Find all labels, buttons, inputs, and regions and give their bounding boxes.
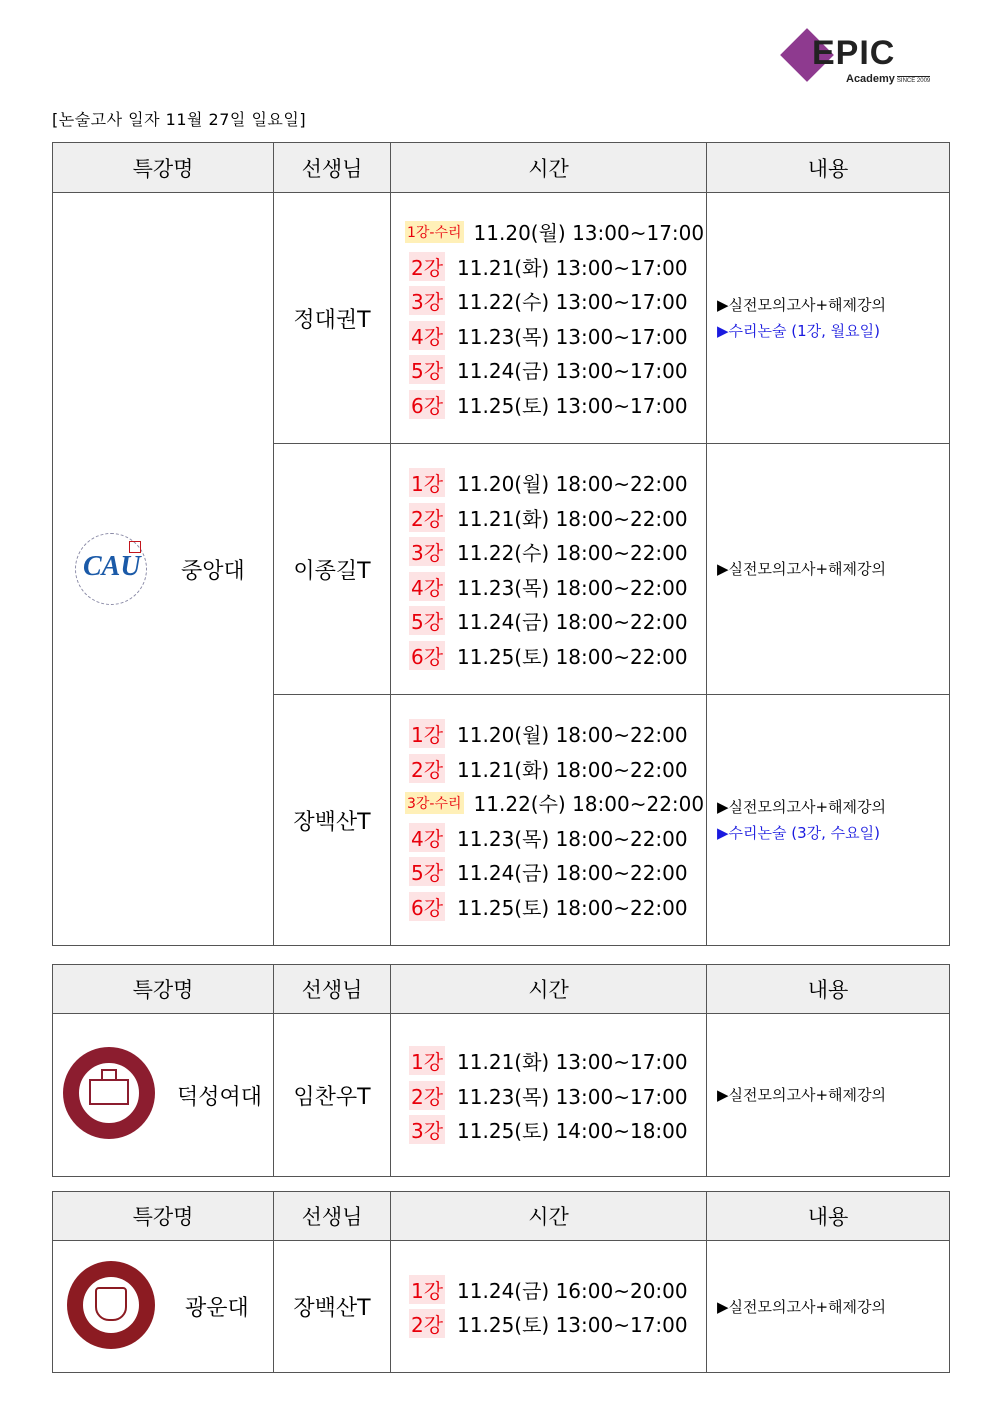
time-row xyxy=(405,500,706,535)
kwangwoon-seal-icon xyxy=(65,1259,161,1355)
lecture-badge: 6강 xyxy=(409,641,445,670)
lecture-badge: 4강 xyxy=(409,321,445,350)
lecture-badge: 3강 xyxy=(409,286,445,315)
time-list xyxy=(391,193,707,444)
time-row xyxy=(405,318,706,353)
lecture-time: 11.21(화) 13:00~17:00 xyxy=(457,255,688,280)
time-row xyxy=(405,889,706,924)
teacher-name: 임찬우T xyxy=(274,1014,391,1177)
lecture-time: 11.25(토) 18:00~22:00 xyxy=(457,895,688,920)
content-line: ▶실전모의고사+해제강의 xyxy=(717,1297,887,1316)
lecture-badge: 1강 xyxy=(409,719,445,748)
time-row xyxy=(405,353,706,388)
lecture-badge: 5강 xyxy=(409,355,445,384)
header-teacher: 선생님 xyxy=(274,1192,391,1241)
schedule-table-duksung xyxy=(52,964,950,1177)
lecture-time: 11.21(화) 18:00~22:00 xyxy=(457,757,688,782)
lecture-badge: 3강-수리 xyxy=(405,792,464,814)
lecture-time: 11.21(화) 13:00~17:00 xyxy=(457,1049,688,1074)
lecture-time: 11.23(목) 18:00~22:00 xyxy=(457,575,688,600)
schedule-table-kwangwoon xyxy=(52,1191,950,1373)
lecture-time: 11.20(월) 13:00~17:00 xyxy=(473,221,705,246)
lecture-time: 11.23(목) 13:00~17:00 xyxy=(457,1084,688,1109)
time-row xyxy=(405,1078,706,1113)
university-cell xyxy=(53,193,274,946)
time-row xyxy=(405,716,706,751)
header-course: 특강명 xyxy=(53,143,274,193)
university-cell xyxy=(53,1014,274,1177)
time-row xyxy=(405,1307,706,1342)
lecture-badge: 1강 xyxy=(409,1275,445,1304)
header-time: 시간 xyxy=(391,1192,707,1241)
content-line-math: ▶수리논술 (1강, 월요일) xyxy=(717,322,881,340)
time-list xyxy=(391,1241,707,1373)
lecture-time: 11.22(수) 18:00~22:00 xyxy=(457,541,688,566)
lecture-badge: 2강 xyxy=(409,503,445,532)
content-cell xyxy=(707,695,950,946)
exam-date-title: [논술고사 일자 11월 27일 일요일] xyxy=(52,110,307,129)
lecture-badge: 5강 xyxy=(409,857,445,886)
time-row xyxy=(405,638,706,673)
lecture-badge: 4강 xyxy=(409,823,445,852)
time-row xyxy=(405,1043,706,1078)
cau-seal-icon: CAU xyxy=(71,529,151,609)
time-list xyxy=(391,444,707,695)
time-row xyxy=(405,569,706,604)
lecture-badge: 1강 xyxy=(409,468,445,497)
duksung-seal-icon xyxy=(63,1047,159,1143)
lecture-badge: 2강 xyxy=(409,1309,445,1338)
time-list xyxy=(391,1014,707,1177)
lecture-time: 11.20(월) 18:00~22:00 xyxy=(457,723,688,748)
lecture-badge: 1강 xyxy=(409,1046,445,1075)
header-content: 내용 xyxy=(707,965,950,1014)
lecture-time: 11.20(월) 18:00~22:00 xyxy=(457,472,688,497)
lecture-badge: 2강 xyxy=(409,1081,445,1110)
content-line: ▶실전모의고사+해제강의 xyxy=(717,1086,887,1104)
lecture-time: 11.25(토) 18:00~22:00 xyxy=(457,644,688,669)
lecture-time: 11.24(금) 18:00~22:00 xyxy=(457,610,688,635)
lecture-time: 11.21(화) 18:00~22:00 xyxy=(457,506,688,531)
logo-subtitle: Academy SINCE 2009 xyxy=(846,73,931,85)
time-row xyxy=(405,387,706,422)
lecture-time: 11.24(금) 18:00~22:00 xyxy=(457,861,688,886)
time-row xyxy=(405,604,706,639)
lecture-time: 11.23(목) 13:00~17:00 xyxy=(457,324,688,349)
header-time: 시간 xyxy=(391,143,707,193)
time-row xyxy=(405,785,706,820)
header-time: 시간 xyxy=(391,965,707,1014)
time-row xyxy=(405,1272,706,1307)
lecture-time: 11.25(토) 13:00~17:00 xyxy=(457,1313,688,1338)
epic-academy-logo xyxy=(782,30,942,90)
header-content: 내용 xyxy=(707,143,950,193)
university-name: 덕성여대 xyxy=(177,1084,263,1110)
content-cell xyxy=(707,1014,950,1177)
content-cell xyxy=(707,193,950,444)
time-row xyxy=(405,465,706,500)
lecture-badge: 6강 xyxy=(409,892,445,921)
time-row xyxy=(405,214,706,249)
time-row xyxy=(405,1112,706,1147)
content-cell xyxy=(707,1241,950,1373)
header-teacher: 선생님 xyxy=(274,143,391,193)
university-name: 광운대 xyxy=(185,1296,249,1321)
teacher-name: 정대권T xyxy=(274,193,391,444)
header-course: 특강명 xyxy=(53,965,274,1014)
lecture-badge: 3강 xyxy=(409,537,445,566)
lecture-time: 11.22(수) 13:00~17:00 xyxy=(457,290,688,315)
university-cell xyxy=(53,1241,274,1373)
content-line: ▶실전모의고사+해제강의 xyxy=(717,560,887,578)
lecture-time: 11.22(수) 18:00~22:00 xyxy=(473,792,705,817)
university-name: 중앙대 xyxy=(181,558,245,584)
header-teacher: 선생님 xyxy=(274,965,391,1014)
lecture-badge: 2강 xyxy=(409,252,445,281)
time-row xyxy=(405,855,706,890)
time-row xyxy=(405,249,706,284)
time-row xyxy=(405,751,706,786)
teacher-name: 이종길T xyxy=(274,444,391,695)
lecture-badge: 3강 xyxy=(409,1115,445,1144)
lecture-badge: 5강 xyxy=(409,606,445,635)
teacher-name: 장백산T xyxy=(274,1241,391,1373)
content-line-math: ▶수리논술 (3강, 수요일) xyxy=(717,824,881,842)
schedule-table-cau xyxy=(52,142,950,946)
time-row xyxy=(405,534,706,569)
time-row xyxy=(405,820,706,855)
lecture-time: 11.24(금) 13:00~17:00 xyxy=(457,359,688,384)
time-list xyxy=(391,695,707,946)
lecture-time: 11.25(토) 14:00~18:00 xyxy=(457,1119,688,1144)
lecture-time: 11.24(금) 16:00~20:00 xyxy=(457,1278,688,1303)
lecture-time: 11.23(목) 18:00~22:00 xyxy=(457,826,688,851)
lecture-badge: 1강-수리 xyxy=(405,221,464,243)
lecture-badge: 4강 xyxy=(409,572,445,601)
lecture-time: 11.25(토) 13:00~17:00 xyxy=(457,393,688,418)
header-content: 내용 xyxy=(707,1192,950,1241)
time-row xyxy=(405,283,706,318)
teacher-name: 장백산T xyxy=(274,695,391,946)
lecture-badge: 2강 xyxy=(409,754,445,783)
content-line: ▶실전모의고사+해제강의 xyxy=(717,296,887,314)
content-line: ▶실전모의고사+해제강의 xyxy=(717,798,887,816)
header-course: 특강명 xyxy=(53,1192,274,1241)
logo-brand: EPIC xyxy=(812,34,896,72)
content-cell xyxy=(707,444,950,695)
lecture-badge: 6강 xyxy=(409,390,445,419)
